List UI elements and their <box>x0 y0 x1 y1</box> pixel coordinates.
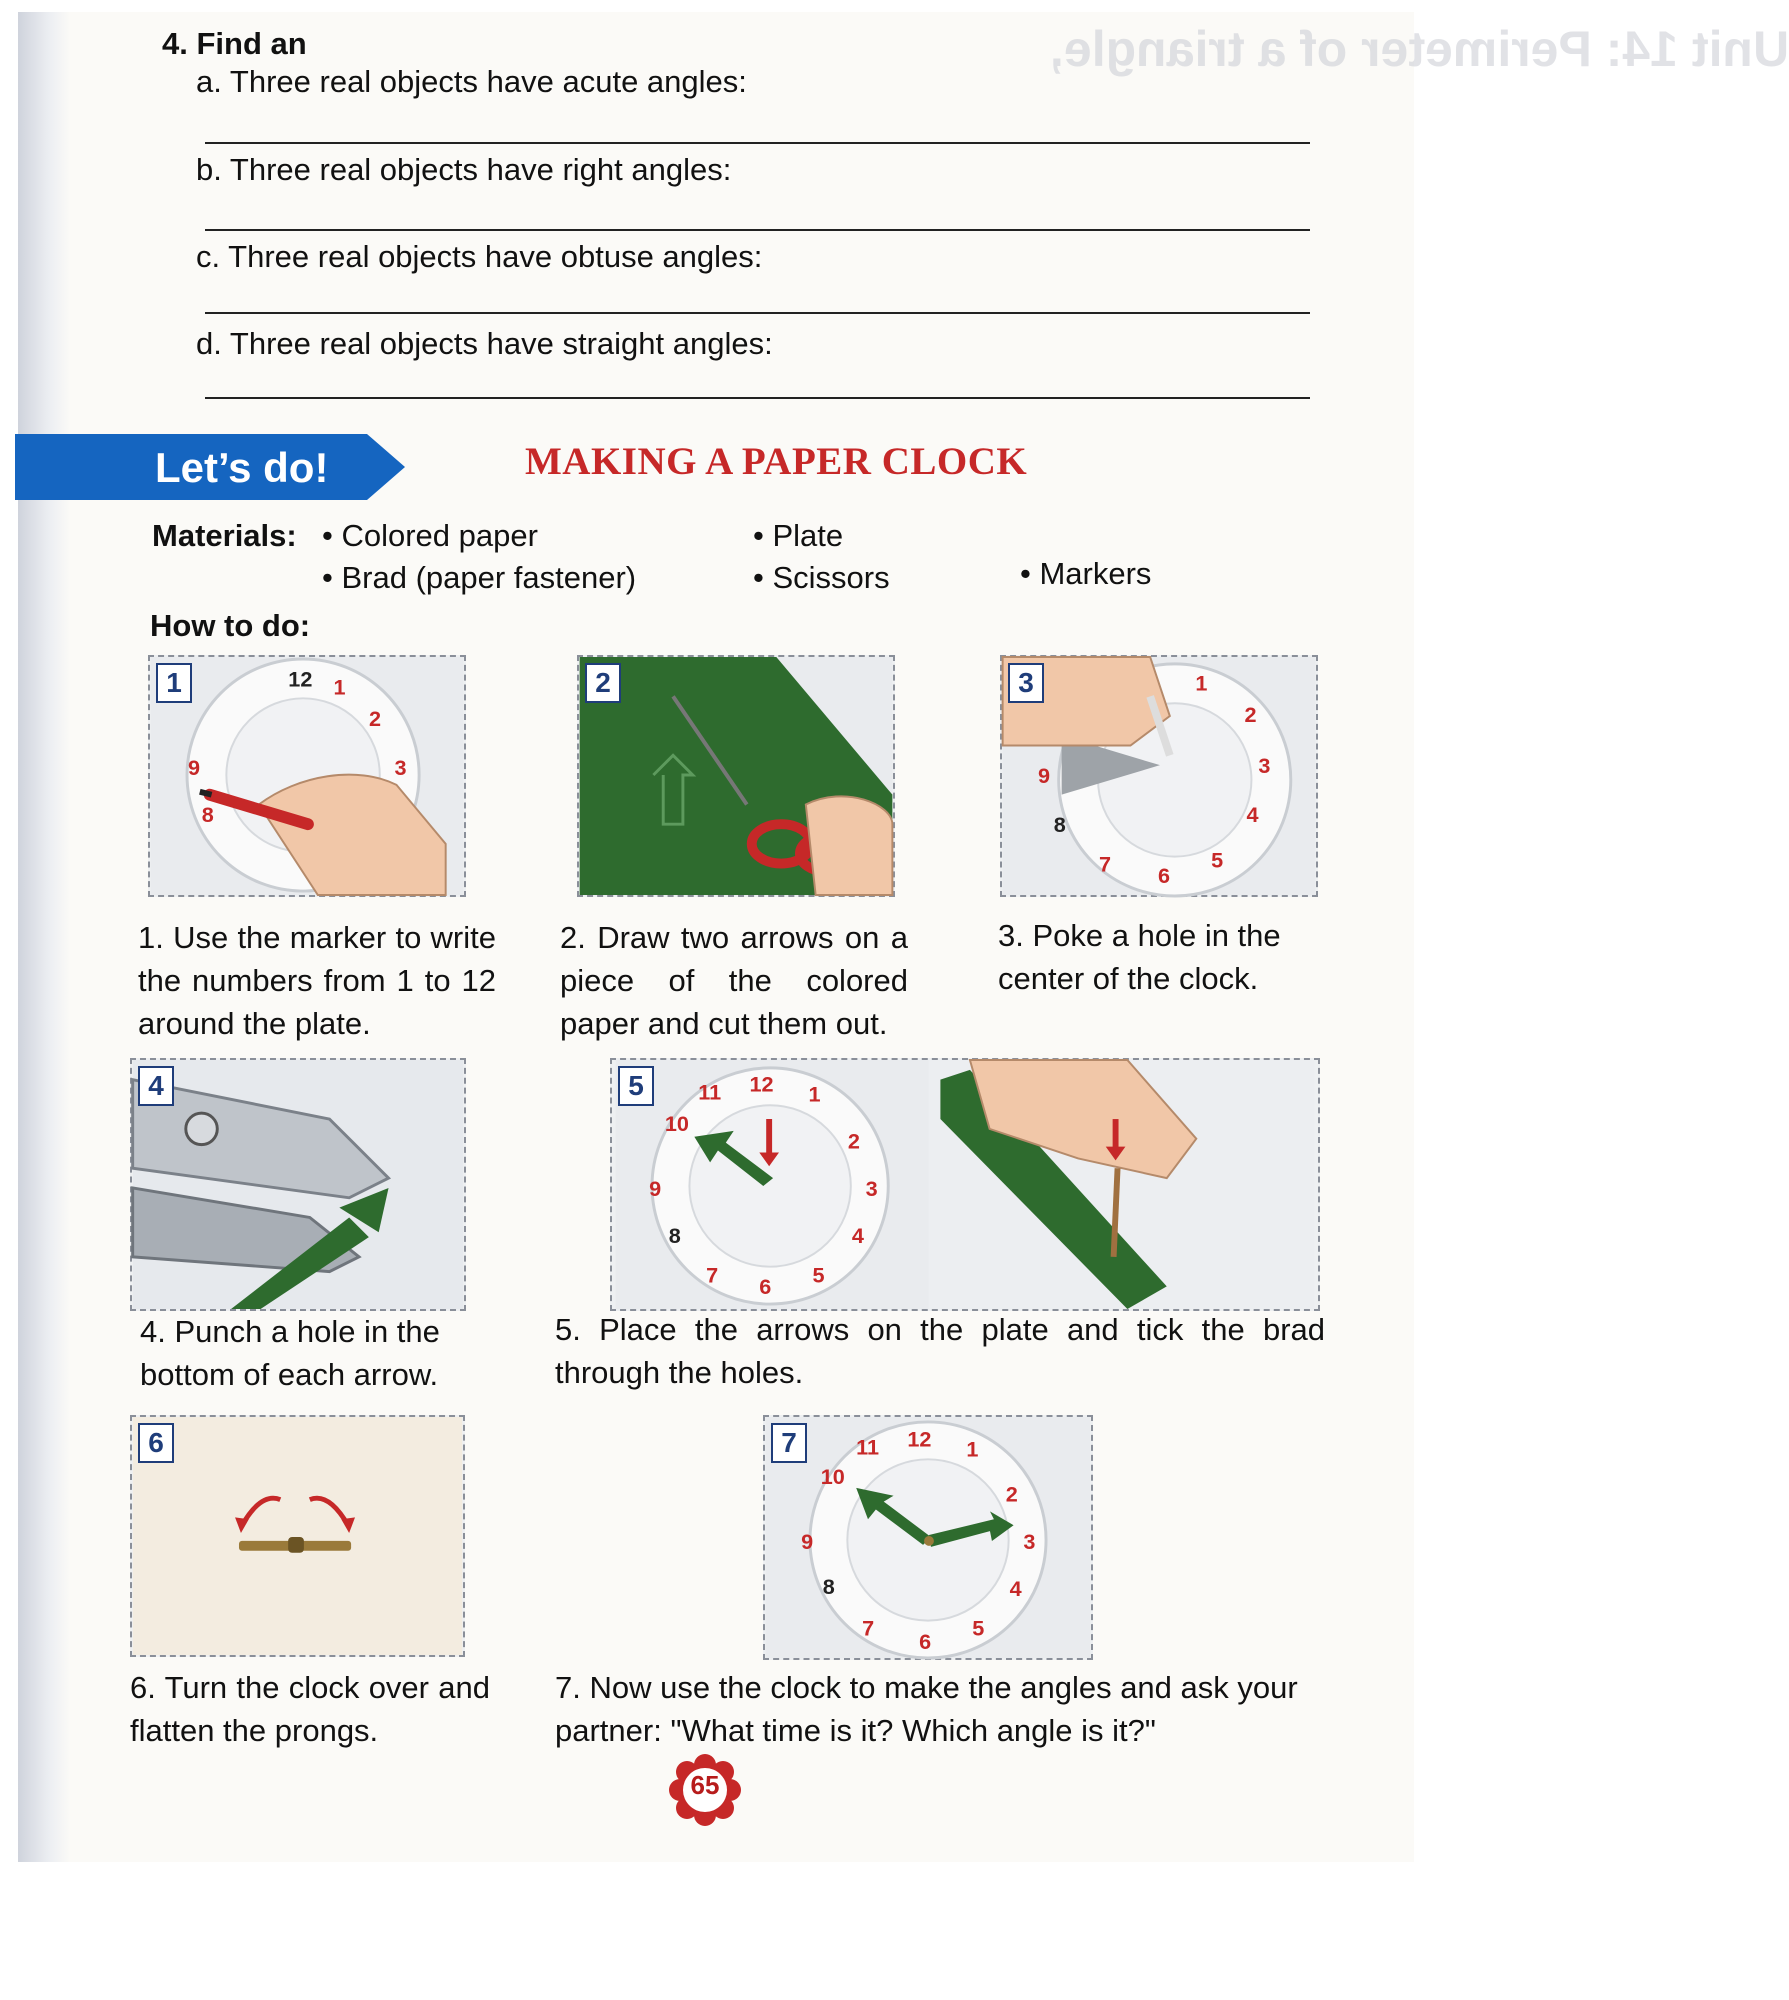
step-5-image <box>610 1058 1320 1311</box>
exercise-item-c: c. Three real objects have obtuse angles: <box>196 239 763 274</box>
step-2-badge: 2 <box>585 663 621 703</box>
materials-label: Materials: <box>152 518 297 553</box>
step-4-image <box>130 1058 466 1311</box>
svg-text:7: 7 <box>706 1262 719 1288</box>
step-7-badge: 7 <box>771 1423 807 1463</box>
cutting-paper-illustration <box>579 657 893 895</box>
lets-do-label: Let’s do! <box>155 444 329 491</box>
exercise-heading: 4. Find an <box>162 26 307 61</box>
svg-text:1: 1 <box>966 1436 979 1462</box>
step-6-caption: 6. Turn the clock over and flatten the prongs. <box>130 1670 490 1748</box>
svg-text:8: 8 <box>201 802 214 828</box>
svg-text:1: 1 <box>808 1081 821 1107</box>
step-2-image <box>577 655 895 897</box>
svg-text:8: 8 <box>668 1223 681 1249</box>
activity-title: MAKING A PAPER CLOCK <box>525 440 1028 483</box>
step-7-image <box>763 1415 1093 1660</box>
svg-text:7: 7 <box>1099 851 1112 877</box>
svg-text:4: 4 <box>1246 802 1259 828</box>
step-7-caption: 7. Now use the clock to make the angles and ask your partner: "What time is it? Which angle is it?" <box>555 1670 1298 1748</box>
svg-text:3: 3 <box>1023 1528 1036 1554</box>
step-3-caption: 3. Poke a hole in the center of the clock. <box>998 918 1281 996</box>
step-1-caption: 1. Use the marker to write the numbers from 1 to 12 around the plate. <box>138 920 496 1041</box>
svg-text:5: 5 <box>812 1262 825 1288</box>
svg-text:12: 12 <box>749 1071 774 1097</box>
svg-text:9: 9 <box>188 755 201 781</box>
hole-punch-illustration <box>132 1060 464 1309</box>
material-item: • Scissors <box>753 560 890 595</box>
svg-text:2: 2 <box>1244 701 1257 727</box>
answer-line-b[interactable] <box>205 229 1310 231</box>
answer-line-d[interactable] <box>205 397 1310 399</box>
scan-edge-shadow <box>18 12 70 1862</box>
step-3-image <box>1000 655 1318 897</box>
page-number: 65 <box>690 1770 720 1800</box>
svg-text:5: 5 <box>1211 847 1224 873</box>
svg-text:8: 8 <box>1053 812 1066 838</box>
svg-text:4: 4 <box>1009 1576 1022 1602</box>
svg-text:3: 3 <box>394 755 407 781</box>
svg-text:1: 1 <box>1195 670 1208 696</box>
svg-text:9: 9 <box>649 1175 662 1201</box>
svg-text:2: 2 <box>1005 1481 1018 1507</box>
exercise-item-a: a. Three real objects have acute angles: <box>196 64 747 99</box>
exercise-item-d: d. Three real objects have straight angles: <box>196 326 773 361</box>
svg-text:1: 1 <box>333 674 346 700</box>
svg-text:11: 11 <box>856 1434 880 1460</box>
svg-text:12: 12 <box>907 1426 932 1452</box>
step-6-badge: 6 <box>138 1423 174 1463</box>
svg-text:3: 3 <box>1258 753 1271 779</box>
answer-line-a[interactable] <box>205 142 1310 144</box>
material-item: • Plate <box>753 518 844 553</box>
svg-text:9: 9 <box>801 1528 814 1554</box>
svg-text:6: 6 <box>759 1274 772 1300</box>
material-item: • Markers <box>1020 556 1152 591</box>
step-1-badge: 1 <box>156 663 192 703</box>
svg-text:4: 4 <box>851 1223 864 1249</box>
step-4-caption: 4. Punch a hole in the bottom of each arrow. <box>140 1314 440 1392</box>
poking-hole-illustration <box>1002 657 1316 895</box>
flatten-prongs-illustration <box>132 1417 463 1655</box>
finished-clock-illustration <box>765 1417 1091 1658</box>
svg-text:10: 10 <box>664 1110 689 1136</box>
material-item: • Colored paper <box>322 518 538 553</box>
svg-text:11: 11 <box>698 1079 722 1105</box>
step-3-badge: 3 <box>1008 663 1044 703</box>
svg-text:2: 2 <box>368 705 381 731</box>
step-5-badge: 5 <box>618 1066 654 1106</box>
answer-line-c[interactable] <box>205 312 1310 314</box>
assembling-clock-illustration <box>612 1060 1318 1309</box>
step-5-caption: 5. Place the arrows on the plate and tick the brad through the holes. <box>555 1312 1325 1390</box>
step-4-badge: 4 <box>138 1066 174 1106</box>
svg-text:8: 8 <box>822 1574 835 1600</box>
svg-text:9: 9 <box>1038 762 1051 788</box>
exercise-item-b: b. Three real objects have right angles: <box>196 152 732 187</box>
bleed-through-header: Unit 14: Perimeter of a triangle, <box>1050 21 1789 77</box>
svg-text:10: 10 <box>820 1463 845 1489</box>
svg-text:6: 6 <box>1158 863 1171 889</box>
how-to-label: How to do: <box>150 608 311 643</box>
svg-text:7: 7 <box>862 1615 875 1641</box>
plate-marker-illustration <box>150 657 464 895</box>
svg-text:2: 2 <box>847 1128 860 1154</box>
material-item: • Brad (paper fastener) <box>322 560 637 595</box>
svg-text:6: 6 <box>919 1629 932 1655</box>
step-6-image <box>130 1415 465 1657</box>
svg-text:12: 12 <box>288 666 313 692</box>
svg-text:3: 3 <box>865 1175 878 1201</box>
step-2-caption: 2. Draw two arrows on a piece of the colored paper and cut them out. <box>560 920 908 1041</box>
step-1-image <box>148 655 466 897</box>
svg-text:5: 5 <box>972 1615 985 1641</box>
